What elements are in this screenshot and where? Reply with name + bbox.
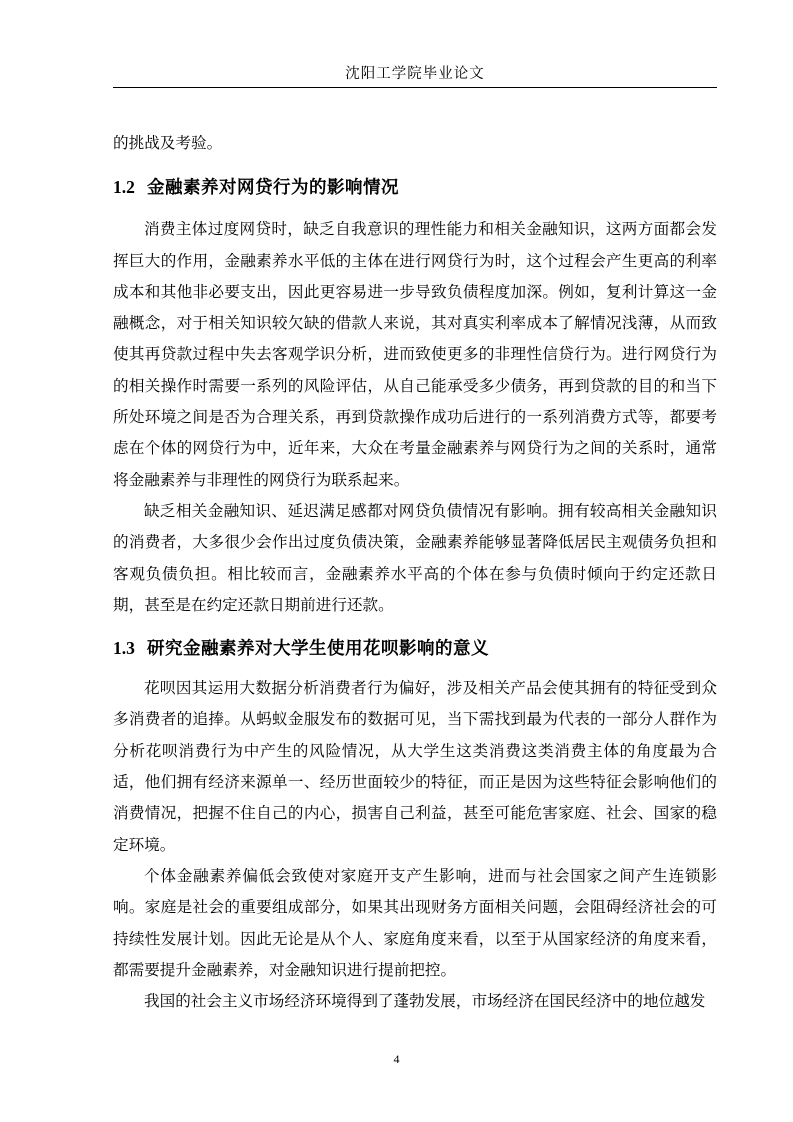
- paragraph: 缺乏相关金融知识、延迟满足感都对网贷负债情况有影响。拥有较高相关金融知识的消费者，大多很少会作出过度负债决策，金融素养能够显著降低居民主观债务负担和客观负债负担。相比较而言，金融素养水平高的个体在参与负债时倾向于约定还款日期，甚至是在约定还款日期前进行还款。: [113, 501, 717, 614]
- section-heading-1-2: [113, 175, 717, 200]
- opening-fragment: 的挑战及考验。: [113, 134, 223, 152]
- section-number: 1.2: [113, 177, 135, 198]
- section-number: 1.3: [113, 638, 135, 659]
- section-heading-1-3: [113, 636, 717, 661]
- section-title: 金融素养对网贷行为的影响情况: [147, 178, 399, 199]
- paragraph: 我国的社会主义市场经济环境得到了蓬勃发展，市场经济在国民经济中的地位越发: [144, 992, 706, 1011]
- page-content: [113, 128, 717, 1017]
- paragraph: 消费主体过度网贷时，缺乏自我意识的理性能力和相关金融知识，这两方面都会发挥巨大的作用，金融素养水平低的主体在进行网贷行为时，这个过程会产生更高的利率成本和其他非必要支出，因此更容易进一步导致负债程度加深。例如，复利计算这一金融概念，对于相关知识较欠缺的借款人来说，其对真实利率成本了解情况浅薄，从而致使其再贷款过程中失去客观学识分析，进而致使更多的非理性信贷行为。进行网贷行为的相关操作时需要一系列的风险评估，从自己能承受多少债务，再到贷款的目的和当下所处环境之间是否为合理关系，再到贷款操作成功后进行的一系列消费方式等，都要考虑在个体的网贷行为中，近年来，大众在考量金融素养与网贷行为之间的关系时，通常将金融素养与非理性的网贷行为联系起来。: [113, 220, 717, 489]
- running-header: 沈阳工学院毕业论文: [345, 66, 485, 82]
- page-number: 4: [393, 1052, 400, 1066]
- section-title: 研究金融素养对大学生使用花呗影响的意义: [147, 639, 489, 660]
- paragraph: 花呗因其运用大数据分析消费者行为偏好，涉及相关产品会使其拥有的特征受到众多消费者的追捧。从蚂蚁金服发布的数据可见，当下需找到最为代表的一部分人群作为分析花呗消费行为中产生的风险情况，从大学生这类消费这类消费主体的角度最为合适，他们拥有经济来源单一、经历世面较少的特征，而正是因为这些特征会影响他们的消费情况，把握不住自己的内心，损害自己利益，甚至可能危害家庭、社会、国家的稳定环境。: [113, 679, 717, 854]
- paragraph: 个体金融素养偏低会致使对家庭开支产生影响，进而与社会国家之间产生连锁影响。家庭是社会的重要组成部分，如果其出现财务方面相关问题，会阻碍经济社会的可持续性发展计划。因此无论是从个人、家庭角度来看，以至于从国家经济的角度来看，都需要提升金融素养，对金融知识进行提前把控。: [113, 866, 717, 979]
- header-rule: [113, 87, 717, 88]
